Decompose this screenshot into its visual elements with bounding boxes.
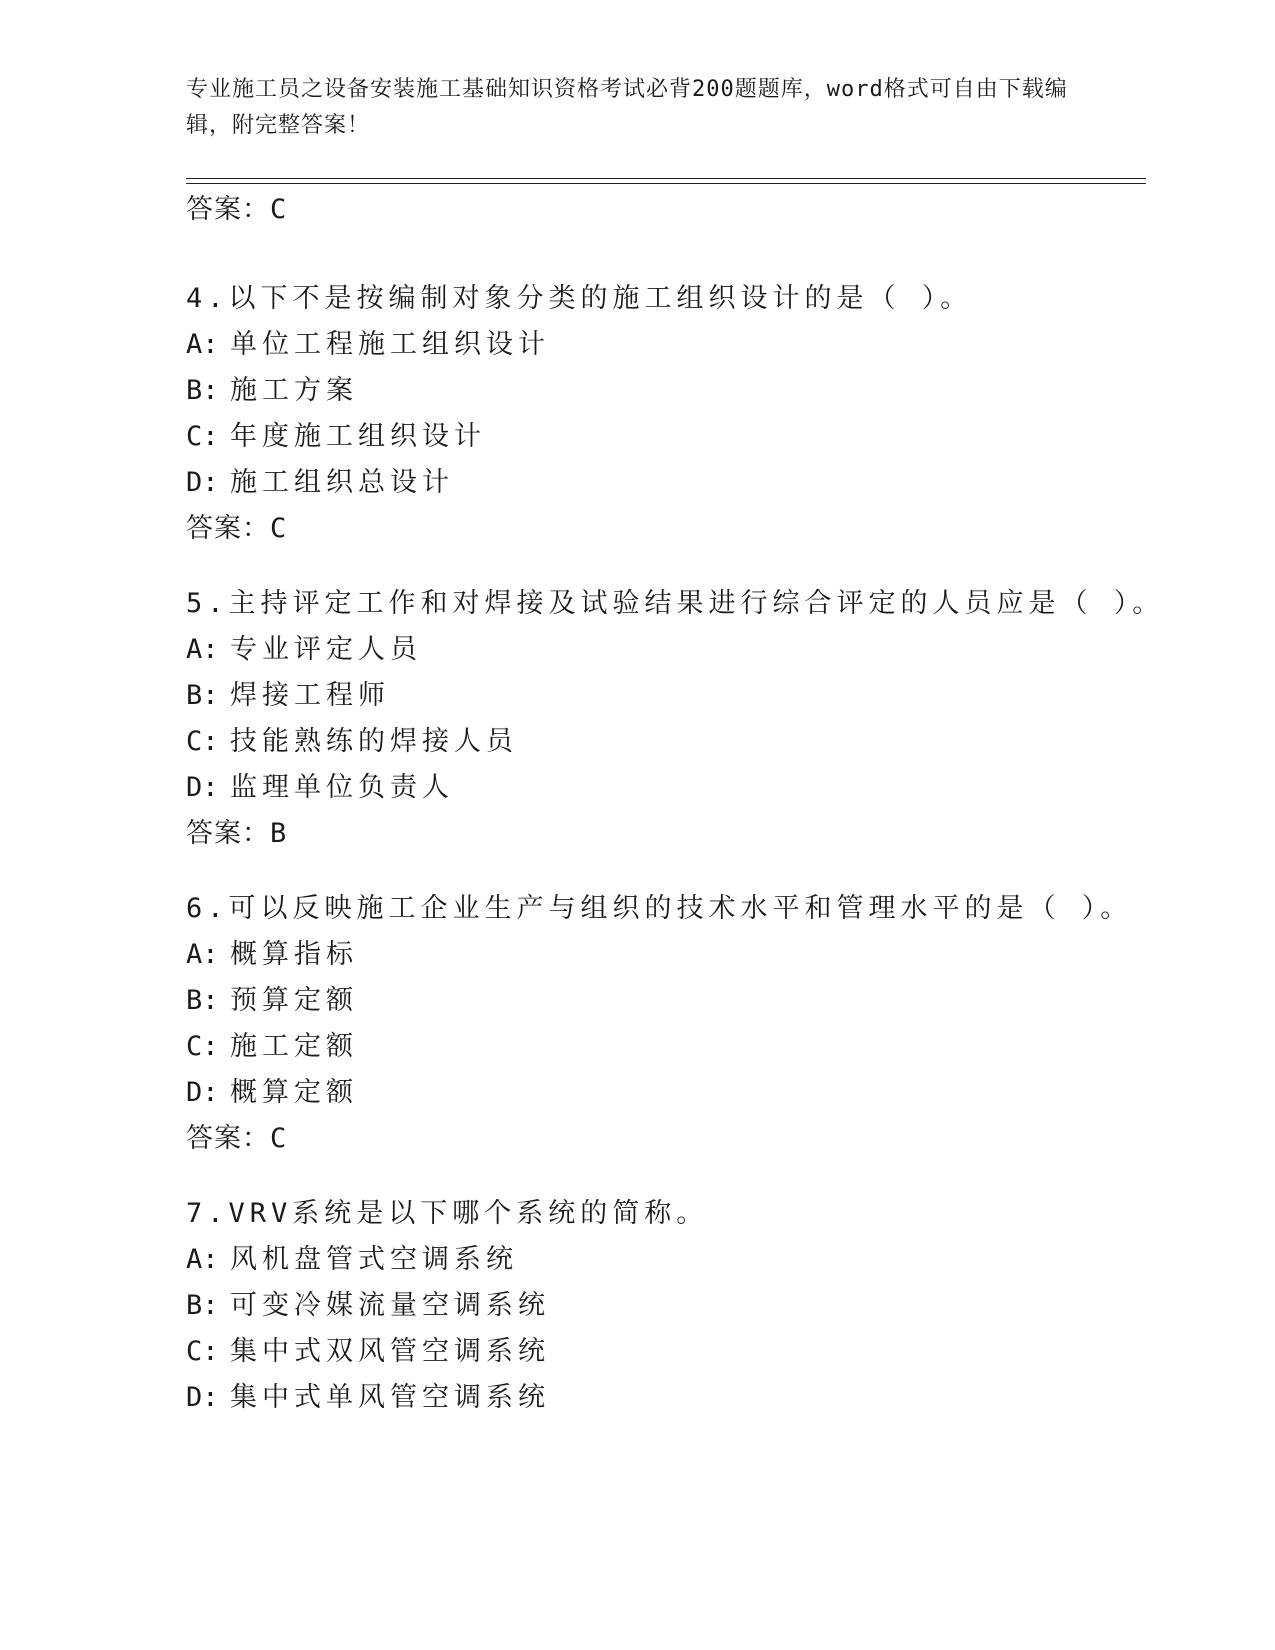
header-divider-top xyxy=(186,178,1146,179)
option-text: 集中式双风管空调系统 xyxy=(230,1336,550,1367)
option-text: 技能熟练的焊接人员 xyxy=(230,726,518,757)
option-key: A: xyxy=(186,939,219,970)
option-key: D: xyxy=(186,1077,219,1108)
answer-label: 答案： xyxy=(186,194,270,225)
option-text: 预算定额 xyxy=(230,985,358,1016)
option-text: 施工定额 xyxy=(230,1031,358,1062)
option-key: B: xyxy=(186,1290,219,1321)
question-stem: 7.VRV系统是以下哪个系统的简称。 xyxy=(186,1198,709,1229)
question-stem: 6.可以反映施工企业生产与组织的技术水平和管理水平的是（ ）。 xyxy=(186,893,1133,924)
answer-label: 答案： xyxy=(186,513,270,544)
question-stem: 4.以下不是按编制对象分类的施工组织设计的是（ ）。 xyxy=(186,283,973,314)
option-key: C: xyxy=(186,421,219,452)
option-text: 风机盘管式空调系统 xyxy=(230,1244,518,1275)
answer-line xyxy=(186,1122,1146,1156)
answer-label: 答案： xyxy=(186,1123,270,1154)
option-key: A: xyxy=(186,1244,219,1275)
answer-value: B xyxy=(270,818,288,849)
option-key: D: xyxy=(186,1382,219,1413)
option-a xyxy=(186,938,1146,972)
option-b xyxy=(186,984,1146,1018)
option-text: 概算定额 xyxy=(230,1077,358,1108)
answer-label: 答案： xyxy=(186,818,270,849)
option-text: 焊接工程师 xyxy=(230,680,390,711)
option-b xyxy=(186,679,1146,713)
option-key: B: xyxy=(186,680,219,711)
option-text: 施工方案 xyxy=(230,375,358,406)
option-text: 监理单位负责人 xyxy=(230,772,454,803)
option-text: 施工组织总设计 xyxy=(230,467,454,498)
answer-line xyxy=(186,817,1146,851)
question-block xyxy=(186,1197,1146,1427)
option-a xyxy=(186,1243,1146,1277)
answer-line xyxy=(186,193,287,227)
option-c xyxy=(186,1335,1146,1369)
header-text: 专业施工员之设备安装施工基础知识资格考试必背200题题库，word格式可自由下载编辑，附完整答案！ xyxy=(186,77,1068,138)
option-a xyxy=(186,328,1146,362)
option-key: C: xyxy=(186,1031,219,1062)
option-key: C: xyxy=(186,1336,219,1367)
option-key: B: xyxy=(186,985,219,1016)
question-block xyxy=(186,587,1165,851)
option-d xyxy=(186,771,1146,805)
header-divider-bottom xyxy=(186,183,1146,184)
option-text: 可变冷媒流量空调系统 xyxy=(230,1290,550,1321)
option-key: D: xyxy=(186,772,219,803)
option-d xyxy=(186,1076,1146,1110)
answer-value: C xyxy=(270,1123,288,1154)
option-c xyxy=(186,1030,1146,1064)
option-key: A: xyxy=(186,634,219,665)
option-a xyxy=(186,633,1146,667)
question-block xyxy=(186,892,1146,1156)
option-d xyxy=(186,1381,1146,1415)
answer-value: C xyxy=(270,194,288,225)
option-key: C: xyxy=(186,726,219,757)
option-d xyxy=(186,466,1146,500)
answer-value: C xyxy=(270,513,288,544)
question-block xyxy=(186,282,1146,546)
answer-line xyxy=(186,512,1146,546)
option-text: 概算指标 xyxy=(230,939,358,970)
option-text: 单位工程施工组织设计 xyxy=(230,329,550,360)
option-text: 专业评定人员 xyxy=(230,634,422,665)
option-text: 集中式单风管空调系统 xyxy=(230,1382,550,1413)
option-text: 年度施工组织设计 xyxy=(230,421,486,452)
option-key: D: xyxy=(186,467,219,498)
option-b xyxy=(186,1289,1146,1323)
option-key: A: xyxy=(186,329,219,360)
question-stem: 5.主持评定工作和对焊接及试验结果进行综合评定的人员应是（ ）。 xyxy=(186,588,1165,619)
option-b xyxy=(186,374,1146,408)
option-c xyxy=(186,725,1146,759)
document-header xyxy=(186,72,1086,144)
option-c xyxy=(186,420,1146,454)
option-key: B: xyxy=(186,375,219,406)
